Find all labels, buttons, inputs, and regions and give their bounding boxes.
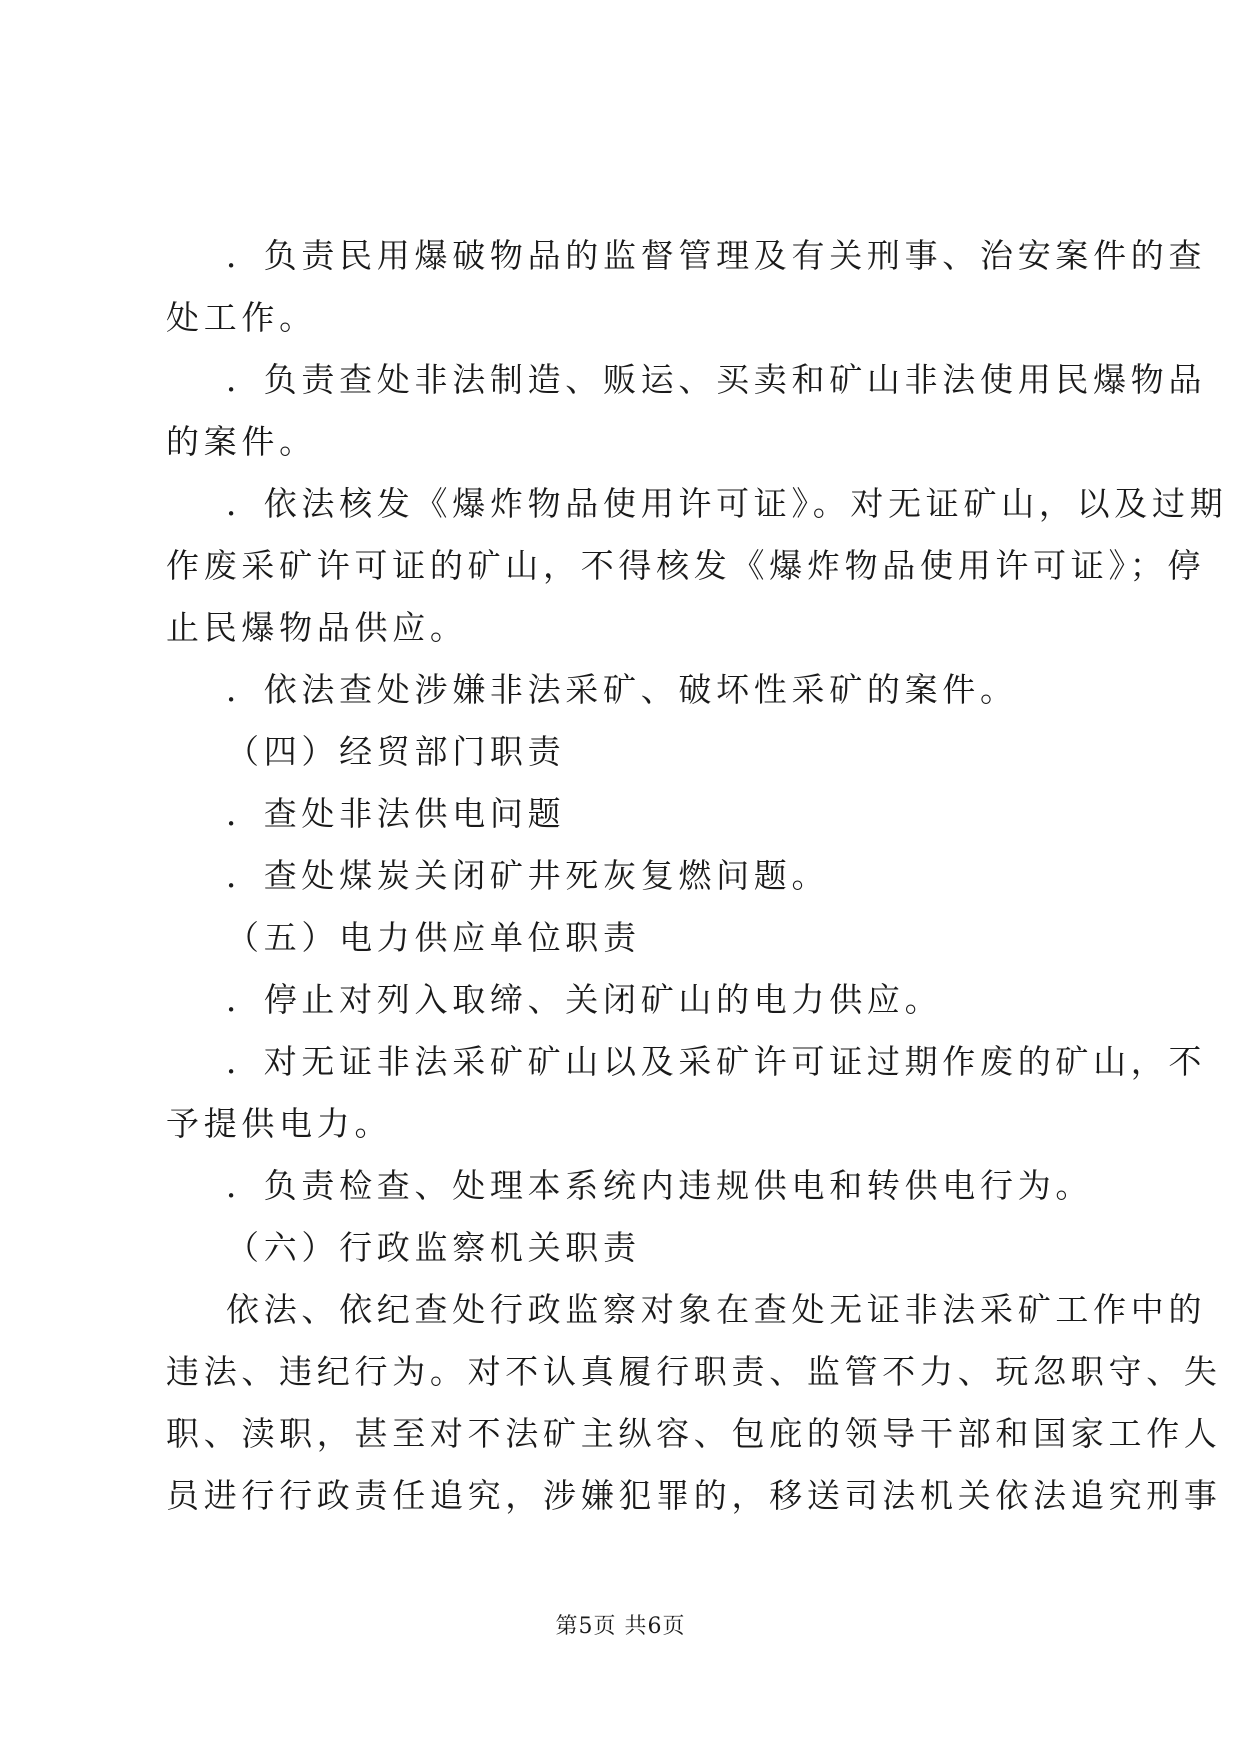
document-body bbox=[166, 225, 1228, 1527]
paragraph-line: 员进行行政责任追究，涉嫌犯罪的，移送司法机关依法追究刑事 bbox=[166, 1476, 1222, 1515]
paragraph-line: ．依法核发《爆炸物品使用许可证》。对无证矿山，以及过期 bbox=[226, 484, 1228, 523]
page-number-footer: 第5页 共6页 bbox=[555, 1614, 686, 1639]
paragraph-line: 职、渎职，甚至对不法矿主纵容、包庇的领导干部和国家工作人 bbox=[166, 1414, 1222, 1453]
paragraph-line: ．对无证非法采矿矿山以及采矿许可证过期作废的矿山，不 bbox=[226, 1042, 1207, 1081]
paragraph-line: 作废采矿许可证的矿山，不得核发《爆炸物品使用许可证》；停 bbox=[166, 546, 1206, 585]
section-heading: （六）行政监察机关职责 bbox=[226, 1228, 641, 1267]
paragraph-line: ．依法查处涉嫌非法采矿、破坏性采矿的案件。 bbox=[226, 670, 1018, 709]
section-heading: （四）经贸部门职责 bbox=[226, 732, 566, 771]
paragraph-line: ．查处煤炭关闭矿井死灰复燃问题。 bbox=[226, 856, 830, 895]
paragraph-line: ．负责民用爆破物品的监督管理及有关刑事、治安案件的查 bbox=[226, 236, 1207, 275]
paragraph-line: ．查处非法供电问题 bbox=[226, 794, 566, 833]
paragraph-line: 止民爆物品供应。 bbox=[166, 608, 468, 647]
section-heading: （五）电力供应单位职责 bbox=[226, 918, 641, 957]
paragraph-line: ．负责查处非法制造、贩运、买卖和矿山非法使用民爆物品 bbox=[226, 360, 1207, 399]
paragraph-line: ．停止对列入取缔、关闭矿山的电力供应。 bbox=[226, 980, 943, 1019]
paragraph-line: 的案件。 bbox=[166, 422, 317, 461]
paragraph-line: 违法、违纪行为。对不认真履行职责、监管不力、玩忽职守、失 bbox=[166, 1352, 1222, 1391]
paragraph-line: ．负责检查、处理本系统内违规供电和转供电行为。 bbox=[226, 1166, 1094, 1205]
paragraph-line: 予提供电力。 bbox=[166, 1104, 393, 1143]
paragraph-line: 依法、依纪查处行政监察对象在查处无证非法采矿工作中的 bbox=[226, 1290, 1207, 1329]
paragraph-line: 处工作。 bbox=[166, 298, 317, 337]
